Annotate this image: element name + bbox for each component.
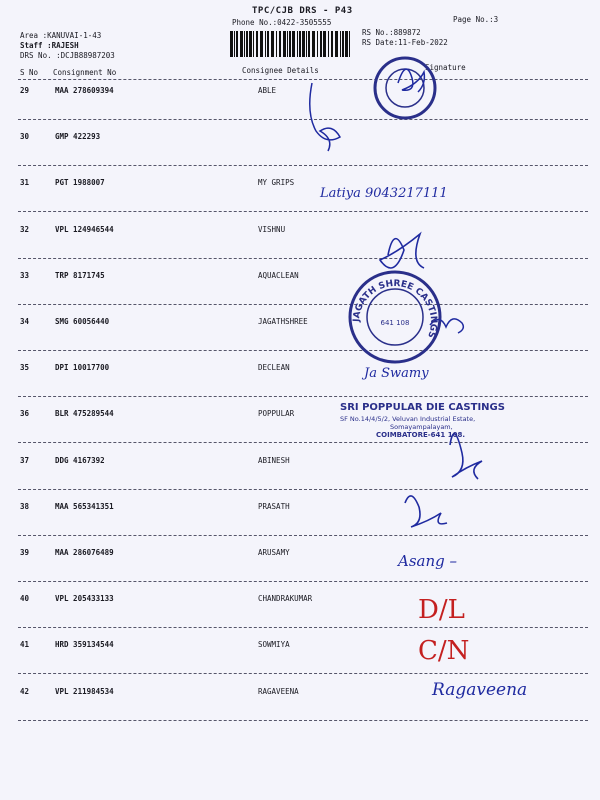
rs-number: RS No.:889872 bbox=[362, 28, 421, 37]
column-header-sno: S No bbox=[20, 68, 39, 77]
row-sno: 38 bbox=[20, 502, 30, 511]
poppular-stamp-line4: COIMBATORE-641 108. bbox=[376, 431, 465, 439]
row-consignment-no: GMP 422293 bbox=[55, 132, 101, 141]
row-consignee: PRASATH bbox=[258, 502, 290, 511]
row-sno: 31 bbox=[20, 178, 30, 187]
row-sno: 39 bbox=[20, 548, 30, 557]
row-consignment-no: PGT 1988007 bbox=[55, 178, 105, 187]
row-consignee: SOWMIYA bbox=[258, 640, 290, 649]
row-consignee: VISHNU bbox=[258, 225, 286, 234]
row-consignment-no: MAA 286076489 bbox=[55, 548, 114, 557]
handwritten-signature-arusamy: Asang – bbox=[398, 552, 458, 570]
phone-number: Phone No.:0422-3505555 bbox=[232, 18, 332, 27]
row-consignment-no: MAA 278609394 bbox=[55, 86, 114, 95]
row-consignment-no: VPL 211984534 bbox=[55, 687, 114, 696]
row-consignment-no: DDG 4167392 bbox=[55, 456, 105, 465]
row-consignment-no: TRP 8171745 bbox=[55, 271, 105, 280]
row-consignment-no: DPI 10017700 bbox=[55, 363, 110, 372]
row-consignee: DECLEAN bbox=[258, 363, 290, 372]
signature-row33 bbox=[380, 234, 424, 268]
row-consignment-no: MAA 565341351 bbox=[55, 502, 114, 511]
handwritten-cn-note: C/N bbox=[418, 636, 470, 666]
row-sno: 41 bbox=[20, 640, 30, 649]
row-sno: 37 bbox=[20, 456, 30, 465]
row-consignee: JAGATHSHREE bbox=[258, 317, 308, 326]
row-consignee: POPPULAR bbox=[258, 409, 295, 418]
row-consignment-no: HRD 359134544 bbox=[55, 640, 114, 649]
row-sno: 36 bbox=[20, 409, 30, 418]
row-consignment-no: BLR 475289544 bbox=[55, 409, 114, 418]
row-sno: 32 bbox=[20, 225, 30, 234]
column-header-consignee: Consignee Details bbox=[242, 66, 319, 75]
row-sno: 34 bbox=[20, 317, 30, 326]
signature-row29 bbox=[398, 69, 424, 92]
svg-text:JAGATH SHREE CASTINGS bbox=[352, 279, 438, 339]
row-sno: 33 bbox=[20, 271, 30, 280]
column-header-signature: Signature bbox=[425, 63, 466, 72]
document-title: TPC/CJB DRS - P43 bbox=[252, 6, 353, 16]
jagath-stamp-ring-text: JAGATH SHREE CASTINGS bbox=[351, 278, 439, 340]
jagath-stamp-center: 641 108 bbox=[380, 319, 410, 327]
row-sno: 30 bbox=[20, 132, 30, 141]
row-sno: 42 bbox=[20, 687, 30, 696]
drs-number: DRS No. :DCJB88987203 bbox=[20, 51, 115, 60]
poppular-stamp-line1: SRI POPPULAR DIE CASTINGS bbox=[340, 402, 505, 413]
row-consignment-no: SMG 60056440 bbox=[55, 317, 110, 326]
row-consignee: ABLE bbox=[258, 86, 277, 95]
rs-date: RS Date:11-Feb-2022 bbox=[362, 38, 448, 47]
row-consignment-no: VPL 205433133 bbox=[55, 594, 114, 603]
row-consignee: ABINESH bbox=[258, 456, 290, 465]
row-consignment-no: VPL 124946544 bbox=[55, 225, 114, 234]
staff-field: Staff :RAJESH bbox=[20, 41, 79, 50]
handwritten-signature-ragaveena: Ragaveena bbox=[432, 680, 528, 700]
row-consignee: CHANDRAKUMAR bbox=[258, 594, 313, 603]
poppular-stamp-line3: Somayampalayam, bbox=[390, 423, 453, 431]
handwritten-phone-note: Latiya 9043217111 bbox=[320, 186, 448, 201]
row-consignee: MY GRIPS bbox=[258, 178, 295, 187]
area-field: Area :KANUVAI-1-43 bbox=[20, 31, 102, 40]
row-consignee: AQUACLEAN bbox=[258, 271, 299, 280]
page-number: Page No.:3 bbox=[453, 15, 499, 24]
signature-row30 bbox=[310, 83, 340, 151]
handwritten-dl-note: D/L bbox=[418, 595, 465, 625]
jagath-stamp-text bbox=[345, 272, 445, 372]
row-sno: 29 bbox=[20, 86, 30, 95]
row-sno: 40 bbox=[20, 594, 30, 603]
row-consignee: ARUSAMY bbox=[258, 548, 290, 557]
row-sno: 35 bbox=[20, 363, 30, 372]
signature-row37 bbox=[450, 434, 482, 479]
column-header-consignment: Consignment No bbox=[53, 68, 117, 77]
row-consignee: RAGAVEENA bbox=[258, 687, 299, 696]
poppular-stamp bbox=[340, 402, 505, 439]
handwritten-signature-declean: Ja Swamy bbox=[364, 366, 429, 381]
signature-row38 bbox=[405, 496, 447, 527]
poppular-stamp-line2: SF No.14/4/5/2, Veluvan Industrial Estate, bbox=[340, 415, 476, 423]
